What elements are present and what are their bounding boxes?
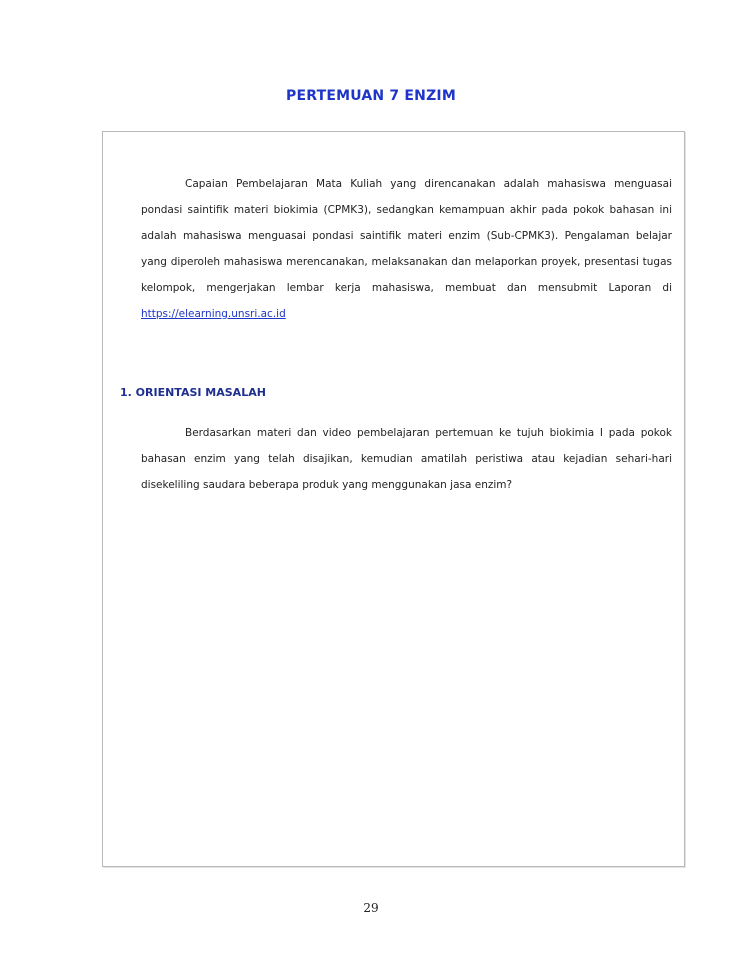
page-title: PERTEMUAN 7 ENZIM <box>286 88 456 104</box>
section-heading-orientasi-masalah: 1. ORIENTASI MASALAH <box>120 386 266 399</box>
intro-paragraph <box>141 171 672 327</box>
orientation-paragraph: Berdasarkan materi dan video pembelajaran pertemuan ke tujuh biokimia I pada pokok bahasan enzim yang telah disajikan, kemudian amatilah peristiwa atau kejadian sehari-hari disekeliling saudara beberapa produk yang menggunakan jasa enzim? <box>141 427 672 491</box>
intro-text: Capaian Pembelajaran Mata Kuliah yang direncanakan adalah mahasiswa menguasai pondasi saintifik materi biokimia (CPMK3), sedangkan kemampuan akhir pada pokok bahasan ini adalah mahasiswa menguasai pondasi saintifik materi enzim (Sub-CPMK3). Pengalaman belajar yang diperoleh mahasiswa merencanakan, melaksanakan dan melaporkan proyek, presentasi tugas kelompok, mengerjakan lembar kerja mahasiswa, membuat dan mensubmit Laporan di <box>141 178 672 294</box>
elearning-link[interactable]: https://elearning.unsri.ac.id <box>141 308 286 320</box>
page-number: 29 <box>363 901 379 915</box>
